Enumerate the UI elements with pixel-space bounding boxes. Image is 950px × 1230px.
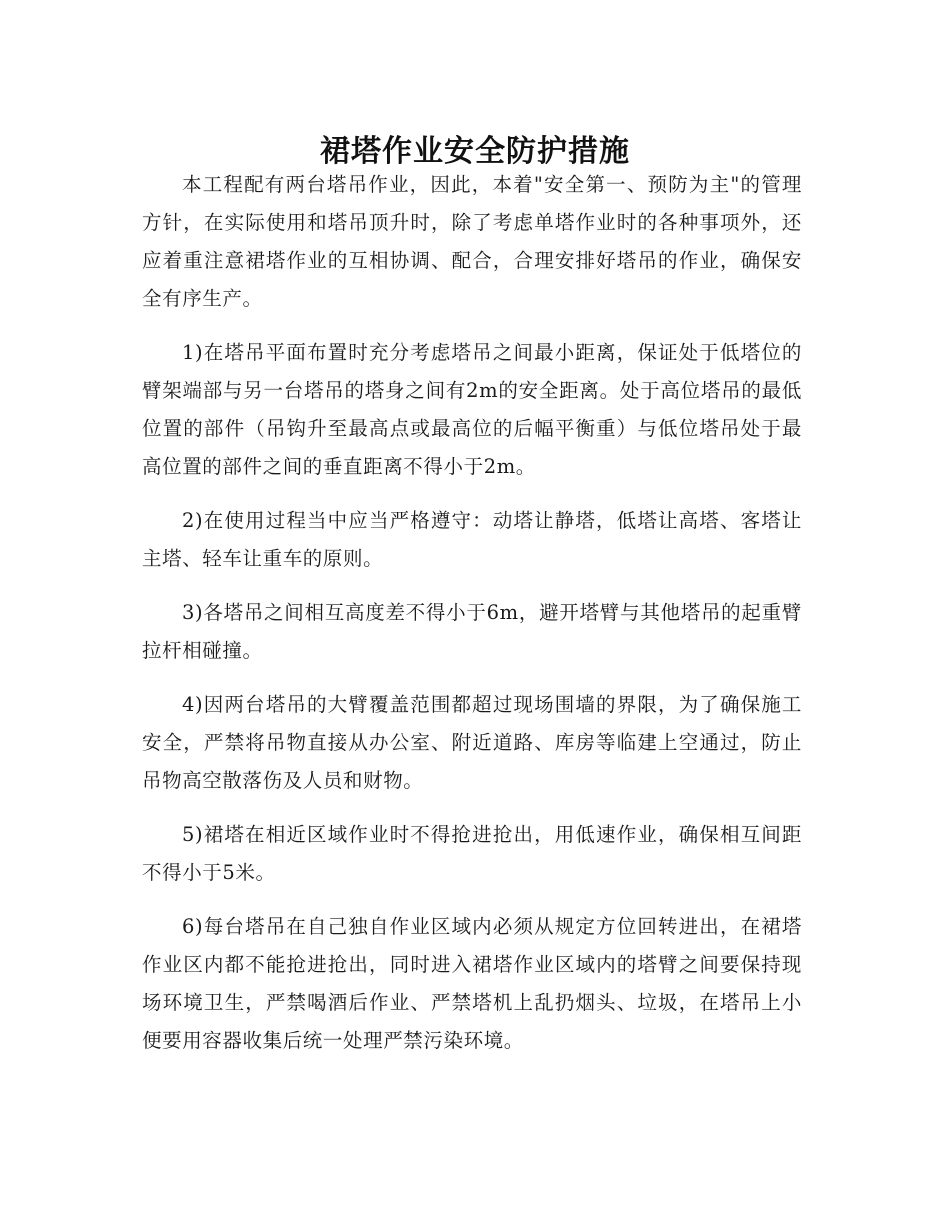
document-title: 裙塔作业安全防护措施: [320, 134, 630, 170]
paragraph-intro: 本工程配有两台塔吊作业，因此，本着"安全第一、预防为主"的管理方针，在实际使用和塔吊顶升时，除了考虑单塔作业时的各种事项外，还应着重注意裙塔作业的互相协调、配合，合理安排好塔吊的作业，确保安全有序生产。: [142, 173, 802, 310]
paragraph-item-3: 3)各塔吊之间相互高度差不得小于6m，避开塔臂与其他塔吊的起重臂拉杆相碰撞。: [142, 601, 802, 662]
paragraph-item-2: 2)在使用过程当中应当严格遵守：动塔让静塔，低塔让高塔、客塔让主塔、轻车让重车的原则。: [142, 509, 802, 570]
document-body: [142, 166, 802, 1076]
paragraph-item-4: 4)因两台塔吊的大臂覆盖范围都超过现场围墙的界限，为了确保施工安全，严禁将吊物直接从办公室、附近道路、库房等临建上空通过，防止吊物高空散落伤及人员和财物。: [142, 693, 802, 792]
paragraph-item-1: 1)在塔吊平面布置时充分考虑塔吊之间最小距离，保证处于低塔位的臂架端部与另一台塔吊的塔身之间有2m的安全距离。处于高位塔吊的最低位置的部件（吊钩升至最高点或最高位的后幅平衡重）与低位塔吊处于最高位置的部件之间的垂直距离不得小于2m。: [142, 341, 802, 478]
paragraph-item-5: 5)裙塔在相近区域作业时不得抢进抢出，用低速作业，确保相互间距不得小于5米。: [142, 823, 802, 884]
paragraph-item-6: 6)每台塔吊在自己独自作业区域内必须从规定方位回转进出，在裙塔作业区内都不能抢进抢出，同时进入裙塔作业区域内的塔臂之间要保持现场环境卫生，严禁喝酒后作业、严禁塔机上乱扔烟头、垃圾，在塔吊上小便要用容器收集后统一处理严禁污染环境。: [142, 915, 802, 1052]
